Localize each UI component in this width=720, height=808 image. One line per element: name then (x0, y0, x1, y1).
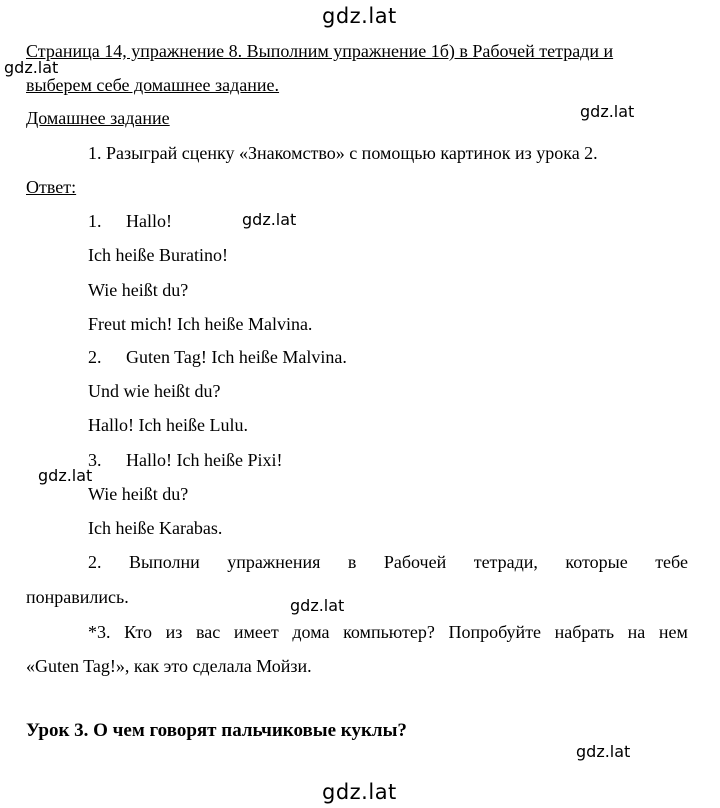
task-2-word: Выполни (128, 552, 200, 572)
watermark-mid-1: gdz.lat (242, 210, 297, 229)
task-3-word: дома (292, 622, 330, 642)
answer-label: Ответ: (26, 177, 77, 197)
task-3-word: из (165, 622, 183, 642)
watermark-left-top: gdz.lat (4, 58, 59, 77)
task-3-word: *3. (88, 622, 111, 642)
watermark-right-bottom: gdz.lat (576, 742, 631, 761)
task-2-word: упражнения (227, 552, 321, 572)
dialogue-3-line-2: Wie heißt du? (88, 484, 189, 504)
task-3-word: нем (658, 622, 688, 642)
task-1: 1. Разыграй сценку «Знакомство» с помощью картинок из урока 2. (88, 143, 598, 163)
task-2-line-2: понравились. (26, 587, 129, 607)
task-3-word: набрать (554, 622, 615, 642)
dialogue-1-line-1: Hallo! (126, 211, 172, 231)
watermark-top: gdz.lat (322, 4, 397, 28)
dialogue-1-number: 1. (88, 211, 102, 231)
lesson-heading: Урок 3. О чем говорят пальчиковые куклы? (26, 720, 407, 741)
dialogue-2-line-2: Und wie heißt du? (88, 381, 221, 401)
dialogue-1-line-2: Ich heiße Buratino! (88, 245, 228, 265)
task-2-word: Рабочей (383, 552, 447, 572)
watermark-mid-2: gdz.lat (290, 596, 345, 615)
dialogue-2-line-1: Guten Tag! Ich heiße Malvina. (126, 347, 347, 367)
dialogue-3-line-1: Hallo! Ich heiße Pixi! (126, 450, 283, 470)
dialogue-2-number: 2. (88, 347, 102, 367)
task-3-word: имеет (233, 622, 279, 642)
task-3-word: Кто (124, 622, 153, 642)
task-3-line-2: «Guten Tag!», как это сделала Мойзи. (26, 656, 312, 676)
task-2-word: 2. (88, 552, 102, 572)
watermark-right-top: gdz.lat (580, 102, 635, 121)
task-2-word: в (347, 552, 357, 572)
dialogue-1-line-3: Wie heißt du? (88, 280, 189, 300)
task-2-word: тебе (655, 552, 688, 572)
dialogue-2-line-3: Hallo! Ich heiße Lulu. (88, 415, 248, 435)
task-3-word: Попробуйте (448, 622, 542, 642)
task-3-word: компьютер? (343, 622, 435, 642)
dialogue-1-line-4: Freut mich! Ich heiße Malvina. (88, 314, 313, 334)
intro-line-2: выберем себе домашнее задание. (26, 75, 280, 95)
task-2-word: которые (565, 552, 628, 572)
task-3-line-1 (88, 621, 688, 643)
intro-line-1: Страница 14, упражнение 8. Выполним упражнение 1б) в Рабочей тетради и (26, 41, 614, 61)
task-2-line-1 (88, 551, 688, 573)
task-2-word: тетради, (473, 552, 538, 572)
homework-label: Домашнее задание (26, 108, 170, 128)
watermark-bottom: gdz.lat (322, 780, 397, 804)
watermark-left-mid: gdz.lat (38, 466, 93, 485)
dialogue-3-number: 3. (88, 450, 102, 470)
task-3-word: вас (196, 622, 221, 642)
task-3-word: на (627, 622, 646, 642)
dialogue-3-line-3: Ich heiße Karabas. (88, 518, 223, 538)
